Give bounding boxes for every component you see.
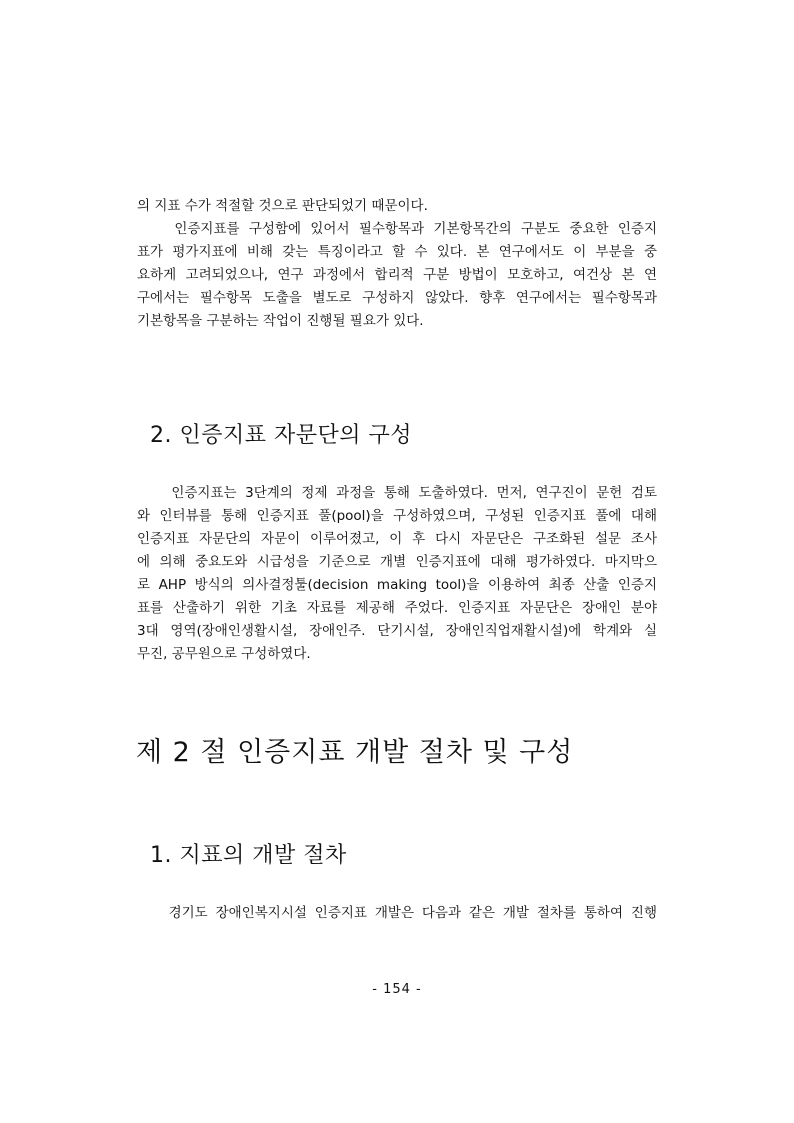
text-line: 구에서는 필수항목 도출을 별도로 구성하지 않았다. 향후 연구에서는 필수항목과 <box>137 290 657 306</box>
text-line: 요하게 고려되었으나, 연구 과정에서 합리적 구분 방법이 모호하고, 여건상 본 연 <box>137 267 657 283</box>
paragraph-advisory-committee <box>137 482 657 666</box>
section-heading-advisory-committee: 2. 인증지표 자문단의 구성 <box>150 423 412 448</box>
text-line: 로 AHP 방식의 의사결정툴(decision making tool)을 이용하여 최종 산출 인증지 <box>137 577 657 593</box>
chapter-heading: 제 2 절 인증지표 개발 절차 및 구성 <box>136 737 574 768</box>
section-heading-development-procedure: 1. 지표의 개발 절차 <box>150 843 347 868</box>
paragraph-development-procedure <box>137 902 657 925</box>
page-number: - 154 - <box>372 982 422 997</box>
text-line: 무진, 공무원으로 구성하였다. <box>137 646 311 662</box>
text-line: 경기도 장애인복지시설 인증지표 개발은 다음과 같은 개발 절차를 통하여 진행 <box>137 905 657 921</box>
text-line: 3대 영역(장애인생활시설, 장애인주. 단기시설, 장애인직업재활시설)에 학계와 실 <box>137 623 657 639</box>
text-line: 와 인터뷰를 통해 인증지표 풀(pool)을 구성하였으며, 구성된 인증지표 풀에 대해 <box>137 508 657 524</box>
text-line: 인증지표 자문단의 자문이 이루어졌고, 이 후 다시 자문단은 구조화된 설문 조사 <box>137 531 657 547</box>
text-line: 표가 평가지표에 비해 갖는 특징이라고 할 수 있다. 본 연구에서도 이 부분을 중 <box>137 244 657 260</box>
text-line: 의 지표 수가 적절할 것으로 판단되었기 때문이다. <box>137 198 428 214</box>
text-line: 인증지표를 구성함에 있어서 필수항목과 기본항목간의 구분도 중요한 인증지 <box>137 221 657 237</box>
text-line: 기본항목을 구분하는 작업이 진행될 필요가 있다. <box>137 313 424 329</box>
text-line: 표를 산출하기 위한 기초 자료를 제공해 주었다. 인증지표 자문단은 장애인 분야 <box>137 600 657 616</box>
text-line: 인증지표는 3단계의 정제 과정을 통해 도출하였다. 먼저, 연구진이 문헌 검토 <box>137 485 657 501</box>
text-line: 에 의해 중요도와 시급성을 기준으로 개별 인증지표에 대해 평가하였다. 마지막으 <box>137 554 657 570</box>
paragraph-criteria-conclusion <box>137 195 657 333</box>
